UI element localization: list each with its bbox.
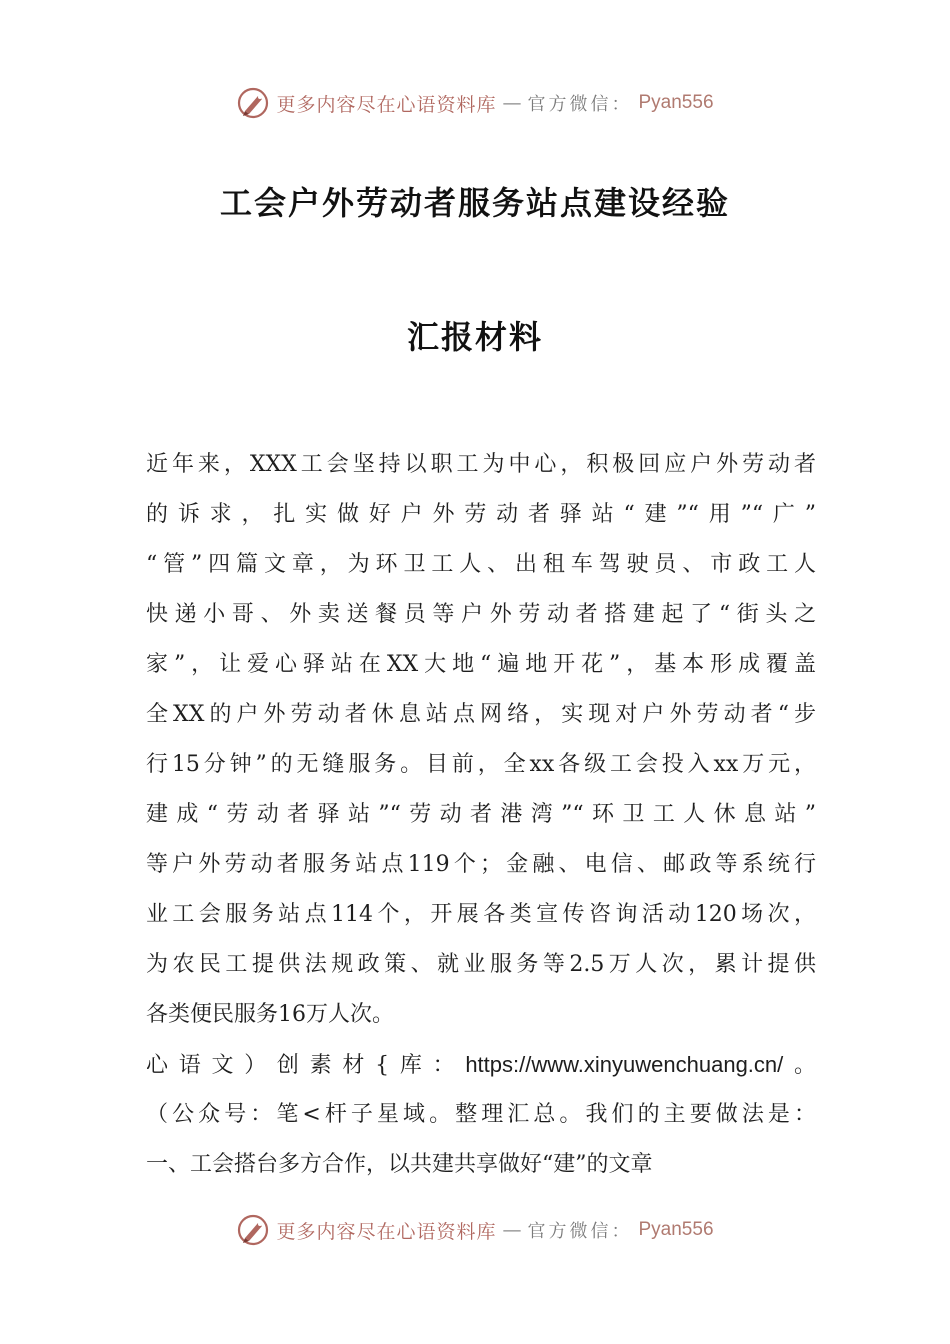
body-line: 为农民工提供法规政策、就业服务等2.5万人次，累计提供 (146, 952, 816, 977)
source-url-link[interactable]: https://www.xinyuwenchuang.cn/ (465, 1052, 784, 1077)
source-prefix: 心语文）创素材{库： (146, 1053, 466, 1078)
banner-wechat-id: Pyan556 (638, 92, 714, 113)
body-line: 业工会服务站点114个，开展各类宣传咨询活动120场次， (146, 902, 816, 927)
banner-slogan: 更多内容尽在心语资料库 (276, 1220, 497, 1243)
body-line: 近年来，XXX工会坚持以职工为中心，积极回应户外劳动者 (146, 452, 816, 477)
body-line: （公众号：笔<杆子星域。整理汇总。我们的主要做法是： (146, 1102, 816, 1127)
footer-watermark-banner (0, 1205, 950, 1255)
banner-slogan: 更多内容尽在心语资料库 (276, 93, 497, 116)
body-line: 等户外劳动者服务站点119个；金融、电信、邮政等系统行 (146, 852, 816, 877)
document-body (146, 440, 816, 1190)
banner-wechat-label: 官方微信： (527, 1221, 633, 1242)
header-watermark-banner (0, 78, 950, 128)
banner-separator: — (502, 1219, 522, 1241)
document-title-line-1: 工会户外劳动者服务站点建设经验 (219, 184, 730, 222)
banner-wechat-label: 官方微信： (527, 94, 633, 115)
body-line: 快递小哥、外卖送餐员等户外劳动者搭建起了“街头之 (146, 602, 816, 627)
banner-wechat-id: Pyan556 (638, 1219, 714, 1240)
pen-logo-icon (236, 1213, 270, 1247)
section-heading: 一、工会搭台多方合作，以共建共享做好“建”的文章 (146, 1152, 653, 1177)
body-line: 的诉求，扎实做好户外劳动者驿站“建”“用”“广” (146, 502, 816, 527)
body-line: 建成“劳动者驿站”“劳动者港湾”“环卫工人休息站” (146, 802, 816, 827)
body-line: “管”四篇文章，为环卫工人、出租车驾驶员、市政工人 (146, 552, 816, 577)
body-line: 家”，让爱心驿站在XX大地“遍地开花”，基本形成覆盖 (146, 652, 816, 677)
source-line (146, 1040, 816, 1090)
source-suffix: 。 (783, 1053, 816, 1078)
document-title-line-2: 汇报材料 (406, 318, 543, 356)
pen-logo-icon (236, 86, 270, 120)
body-line: 各类便民服务16万人次。 (146, 1002, 394, 1027)
body-line: 全XX的户外劳动者休息站点网络，实现对户外劳动者“步 (146, 702, 816, 727)
banner-separator: — (502, 92, 522, 114)
body-line: 行15分钟”的无缝服务。目前，全xx各级工会投入xx万元， (146, 752, 816, 777)
